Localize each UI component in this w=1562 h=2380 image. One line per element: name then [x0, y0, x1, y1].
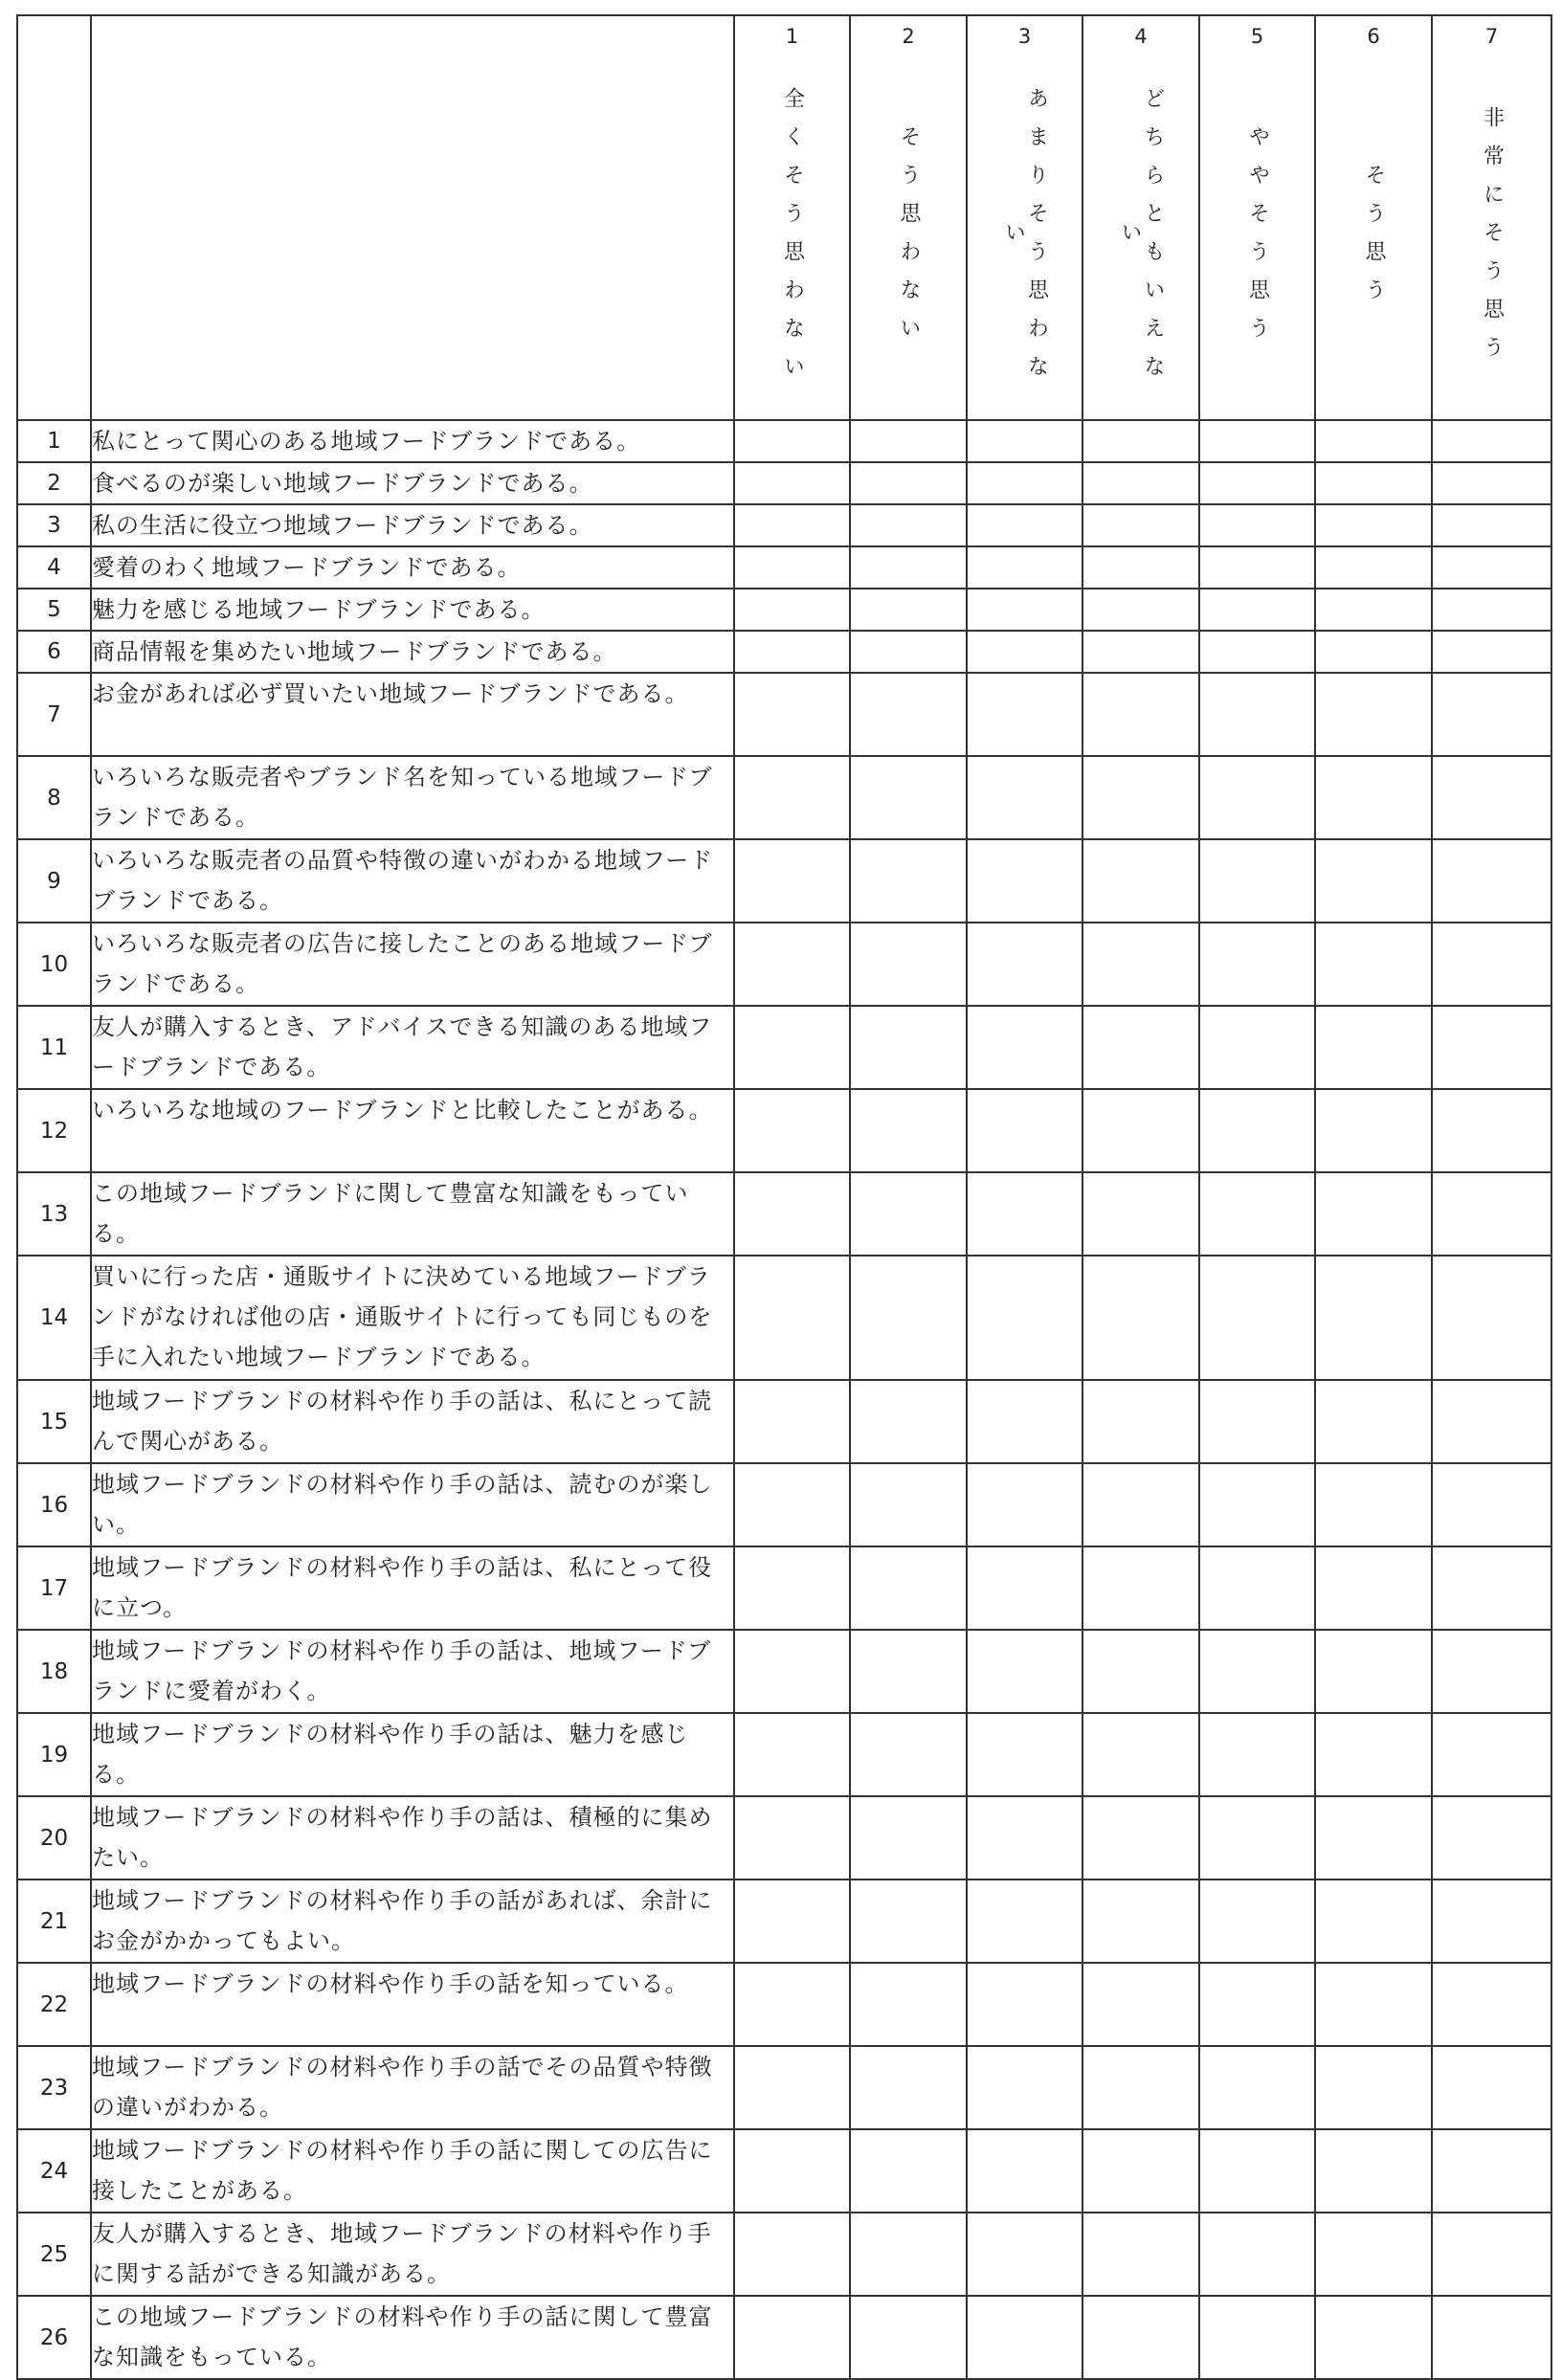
response-cell-7[interactable]	[1432, 589, 1551, 631]
response-cell-4[interactable]	[1082, 2296, 1199, 2379]
response-cell-1[interactable]	[734, 589, 850, 631]
item-statement: 私にとって関心のある地域フードブランドである。	[91, 420, 734, 462]
response-cell-7[interactable]	[1432, 2046, 1551, 2129]
response-cell-2[interactable]	[850, 1796, 967, 1880]
table-row	[17, 1546, 1551, 1630]
item-number: 2	[17, 462, 91, 504]
response-cell-7[interactable]	[1432, 1089, 1551, 1172]
item-statement: 地域フードブランドの材料や作り手の話があれば、余計にお金がかかってもよい。	[91, 1880, 734, 1963]
scale-number: 6	[1367, 25, 1380, 48]
response-cell-2[interactable]	[850, 2129, 967, 2213]
response-cell-2[interactable]	[850, 756, 967, 839]
item-number: 25	[17, 2213, 91, 2296]
response-cell-7[interactable]	[1432, 1796, 1551, 1880]
response-cell-7[interactable]	[1432, 1006, 1551, 1089]
item-number: 24	[17, 2129, 91, 2213]
response-cell-1[interactable]	[734, 1880, 850, 1963]
item-statement: お金があれば必ず買いたい地域フードブランドである。	[91, 673, 734, 756]
response-cell-1[interactable]	[734, 1796, 850, 1880]
response-cell-7[interactable]	[1432, 1630, 1551, 1713]
response-cell-6[interactable]	[1315, 1380, 1432, 1463]
item-statement: 地域フードブランドの材料や作り手の話は、私にとって役に立つ。	[91, 1546, 734, 1630]
response-cell-5[interactable]	[1199, 420, 1315, 462]
response-cell-3[interactable]	[967, 2046, 1082, 2129]
response-cell-6[interactable]	[1315, 420, 1432, 462]
response-cell-2[interactable]	[850, 504, 967, 546]
item-statement: 地域フードブランドの材料や作り手の話は、私にとって読んで関心がある。	[91, 1380, 734, 1463]
item-statement: いろいろな販売者の広告に接したことのある地域フードブランドである。	[91, 923, 734, 1006]
response-cell-4[interactable]	[1082, 1796, 1199, 1880]
response-cell-4[interactable]	[1082, 1463, 1199, 1546]
response-cell-6[interactable]	[1315, 631, 1432, 673]
response-cell-1[interactable]	[734, 2046, 850, 2129]
response-cell-6[interactable]	[1315, 1006, 1432, 1089]
item-statement: 商品情報を集めたい地域フードブランドである。	[91, 631, 734, 673]
response-cell-6[interactable]	[1315, 2129, 1432, 2213]
scale-header-4	[1082, 15, 1199, 420]
scale-number: 5	[1250, 25, 1264, 48]
response-cell-4[interactable]	[1082, 1713, 1199, 1796]
item-statement: 買いに行った店・通販サイトに決めている地域フードブランドがなければ他の店・通販サイトに行っても同じものを手に入れたい地域フードブランドである。	[91, 1256, 734, 1380]
response-cell-1[interactable]	[734, 504, 850, 546]
response-cell-3[interactable]	[967, 1256, 1082, 1380]
item-number: 21	[17, 1880, 91, 1963]
scale-header-3	[967, 15, 1082, 420]
response-cell-3[interactable]	[967, 923, 1082, 1006]
response-cell-4[interactable]	[1082, 1630, 1199, 1713]
response-cell-2[interactable]	[850, 2296, 967, 2379]
response-cell-5[interactable]	[1199, 1006, 1315, 1089]
response-cell-3[interactable]	[967, 1713, 1082, 1796]
response-cell-4[interactable]	[1082, 1880, 1199, 1963]
response-cell-2[interactable]	[850, 1256, 967, 1380]
item-statement: 地域フードブランドの材料や作り手の話は、魅力を感じる。	[91, 1713, 734, 1796]
response-cell-1[interactable]	[734, 1713, 850, 1796]
response-cell-4[interactable]	[1082, 1380, 1199, 1463]
table-row	[17, 923, 1551, 1006]
response-cell-4[interactable]	[1082, 923, 1199, 1006]
table-row	[17, 1713, 1551, 1796]
response-cell-4[interactable]	[1082, 589, 1199, 631]
scale-label: 非常にそう思う	[1480, 106, 1505, 374]
response-cell-1[interactable]	[734, 1630, 850, 1713]
response-cell-5[interactable]	[1199, 2213, 1315, 2296]
response-cell-3[interactable]	[967, 2296, 1082, 2379]
response-cell-3[interactable]	[967, 631, 1082, 673]
item-number: 20	[17, 1796, 91, 1880]
scale-header-1	[734, 15, 850, 420]
table-row	[17, 631, 1551, 673]
response-cell-7[interactable]	[1432, 923, 1551, 1006]
response-cell-6[interactable]	[1315, 1963, 1432, 2046]
item-statement: 地域フードブランドの材料や作り手の話は、地域フードブランドに愛着がわく。	[91, 1630, 734, 1713]
table-row	[17, 1172, 1551, 1256]
response-cell-2[interactable]	[850, 839, 967, 923]
item-number: 26	[17, 2296, 91, 2379]
table-row	[17, 420, 1551, 462]
response-cell-6[interactable]	[1315, 1256, 1432, 1380]
table-row	[17, 1963, 1551, 2046]
response-cell-4[interactable]	[1082, 2129, 1199, 2213]
response-cell-7[interactable]	[1432, 1380, 1551, 1463]
response-cell-6[interactable]	[1315, 673, 1432, 756]
response-cell-7[interactable]	[1432, 1463, 1551, 1546]
response-cell-6[interactable]	[1315, 546, 1432, 589]
response-cell-5[interactable]	[1199, 2046, 1315, 2129]
table-body	[17, 420, 1551, 2379]
item-statement: 魅力を感じる地域フードブランドである。	[91, 589, 734, 631]
item-number: 18	[17, 1630, 91, 1713]
scale-label: 全くそう思わない	[780, 87, 805, 393]
response-cell-2[interactable]	[850, 2046, 967, 2129]
response-cell-4[interactable]	[1082, 504, 1199, 546]
item-statement: いろいろな販売者やブランド名を知っている地域フードブランドである。	[91, 756, 734, 839]
response-cell-4[interactable]	[1082, 2046, 1199, 2129]
survey-table	[16, 14, 1552, 2380]
item-number: 3	[17, 504, 91, 546]
table-row	[17, 1463, 1551, 1546]
scale-number: 1	[785, 25, 799, 48]
response-cell-7[interactable]	[1432, 673, 1551, 756]
response-cell-3[interactable]	[967, 1380, 1082, 1463]
table-row	[17, 462, 1551, 504]
response-cell-6[interactable]	[1315, 2213, 1432, 2296]
item-number: 19	[17, 1713, 91, 1796]
item-number: 7	[17, 673, 91, 756]
response-cell-2[interactable]	[850, 1546, 967, 1630]
scale-header-6	[1315, 15, 1432, 420]
response-cell-6[interactable]	[1315, 1713, 1432, 1796]
response-cell-6[interactable]	[1315, 1172, 1432, 1256]
table-row	[17, 673, 1551, 756]
response-cell-2[interactable]	[850, 462, 967, 504]
header-statement-cell	[91, 15, 734, 420]
scale-number: 3	[1017, 25, 1032, 48]
response-cell-1[interactable]	[734, 2296, 850, 2379]
item-number: 12	[17, 1089, 91, 1172]
response-cell-7[interactable]	[1432, 1172, 1551, 1256]
item-statement: 私の生活に役立つ地域フードブランドである。	[91, 504, 734, 546]
response-cell-3[interactable]	[967, 1172, 1082, 1256]
response-cell-6[interactable]	[1315, 1630, 1432, 1713]
table-row	[17, 756, 1551, 839]
response-cell-5[interactable]	[1199, 2129, 1315, 2213]
response-cell-1[interactable]	[734, 1380, 850, 1463]
item-number: 23	[17, 2046, 91, 2129]
response-cell-4[interactable]	[1082, 1546, 1199, 1630]
item-statement: 地域フードブランドの材料や作り手の話でその品質や特徴の違いがわかる。	[91, 2046, 734, 2129]
response-cell-2[interactable]	[850, 673, 967, 756]
response-cell-2[interactable]	[850, 923, 967, 1006]
response-cell-3[interactable]	[967, 1630, 1082, 1713]
table-row	[17, 504, 1551, 546]
response-cell-5[interactable]	[1199, 589, 1315, 631]
response-cell-2[interactable]	[850, 1463, 967, 1546]
item-number: 6	[17, 631, 91, 673]
item-number: 11	[17, 1006, 91, 1089]
scale-label: どちらともいえない	[1118, 87, 1165, 393]
response-cell-3[interactable]	[967, 2213, 1082, 2296]
response-cell-2[interactable]	[850, 1172, 967, 1256]
response-cell-7[interactable]	[1432, 546, 1551, 589]
response-cell-3[interactable]	[967, 756, 1082, 839]
scale-header-7	[1432, 15, 1551, 420]
response-cell-1[interactable]	[734, 923, 850, 1006]
response-cell-7[interactable]	[1432, 631, 1551, 673]
item-statement: 友人が購入するとき、アドバイスできる知識のある地域フードブランドである。	[91, 1006, 734, 1089]
header-number-cell	[17, 15, 91, 420]
table-row	[17, 1380, 1551, 1463]
item-statement: 地域フードブランドの材料や作り手の話は、積極的に集めたい。	[91, 1796, 734, 1880]
table-row	[17, 839, 1551, 923]
response-cell-1[interactable]	[734, 1172, 850, 1256]
scale-number: 7	[1484, 25, 1499, 48]
item-statement: 地域フードブランドの材料や作り手の話に関しての広告に接したことがある。	[91, 2129, 734, 2213]
response-cell-1[interactable]	[734, 462, 850, 504]
response-cell-3[interactable]	[967, 2129, 1082, 2213]
response-cell-5[interactable]	[1199, 1630, 1315, 1713]
response-cell-4[interactable]	[1082, 756, 1199, 839]
response-cell-5[interactable]	[1199, 1963, 1315, 2046]
item-number: 17	[17, 1546, 91, 1630]
response-cell-4[interactable]	[1082, 1172, 1199, 1256]
response-cell-2[interactable]	[850, 631, 967, 673]
scale-label: そう思う	[1362, 164, 1386, 317]
scale-label: ややそう思う	[1245, 125, 1270, 355]
response-cell-3[interactable]	[967, 1006, 1082, 1089]
response-cell-2[interactable]	[850, 1630, 967, 1713]
table-row	[17, 2213, 1551, 2296]
response-cell-3[interactable]	[967, 673, 1082, 756]
response-cell-5[interactable]	[1199, 673, 1315, 756]
table-row	[17, 1256, 1551, 1380]
response-cell-4[interactable]	[1082, 631, 1199, 673]
response-cell-6[interactable]	[1315, 1463, 1432, 1546]
response-cell-6[interactable]	[1315, 1546, 1432, 1630]
response-cell-7[interactable]	[1432, 839, 1551, 923]
response-cell-5[interactable]	[1199, 1380, 1315, 1463]
response-cell-6[interactable]	[1315, 923, 1432, 1006]
response-cell-3[interactable]	[967, 1880, 1082, 1963]
response-cell-4[interactable]	[1082, 462, 1199, 504]
response-cell-6[interactable]	[1315, 504, 1432, 546]
response-cell-1[interactable]	[734, 420, 850, 462]
response-cell-5[interactable]	[1199, 2296, 1315, 2379]
response-cell-1[interactable]	[734, 839, 850, 923]
response-cell-1[interactable]	[734, 1089, 850, 1172]
item-statement: 地域フードブランドの材料や作り手の話を知っている。	[91, 1963, 734, 2046]
response-cell-1[interactable]	[734, 2213, 850, 2296]
response-cell-5[interactable]	[1199, 462, 1315, 504]
scale-label: そう思わない	[897, 125, 921, 355]
response-cell-3[interactable]	[967, 1796, 1082, 1880]
response-cell-3[interactable]	[967, 546, 1082, 589]
item-statement: 食べるのが楽しい地域フードブランドである。	[91, 462, 734, 504]
item-number: 10	[17, 923, 91, 1006]
response-cell-5[interactable]	[1199, 1546, 1315, 1630]
item-statement: 愛着のわく地域フードブランドである。	[91, 546, 734, 589]
table-header	[17, 15, 1551, 420]
response-cell-7[interactable]	[1432, 2213, 1551, 2296]
item-number: 14	[17, 1256, 91, 1380]
response-cell-3[interactable]	[967, 1546, 1082, 1630]
table-row	[17, 2129, 1551, 2213]
response-cell-6[interactable]	[1315, 462, 1432, 504]
item-number: 15	[17, 1380, 91, 1463]
response-cell-1[interactable]	[734, 673, 850, 756]
response-cell-7[interactable]	[1432, 1963, 1551, 2046]
response-cell-1[interactable]	[734, 1963, 850, 2046]
response-cell-4[interactable]	[1082, 2213, 1199, 2296]
response-cell-6[interactable]	[1315, 756, 1432, 839]
response-cell-7[interactable]	[1432, 1880, 1551, 1963]
response-cell-4[interactable]	[1082, 1963, 1199, 2046]
item-number: 22	[17, 1963, 91, 2046]
table-row	[17, 589, 1551, 631]
response-cell-5[interactable]	[1199, 1713, 1315, 1796]
response-cell-1[interactable]	[734, 546, 850, 589]
response-cell-3[interactable]	[967, 1463, 1082, 1546]
response-cell-2[interactable]	[850, 546, 967, 589]
response-cell-7[interactable]	[1432, 420, 1551, 462]
response-cell-6[interactable]	[1315, 1796, 1432, 1880]
table-row	[17, 546, 1551, 589]
response-cell-7[interactable]	[1432, 462, 1551, 504]
response-cell-3[interactable]	[967, 420, 1082, 462]
scale-header-2	[850, 15, 967, 420]
response-cell-2[interactable]	[850, 1713, 967, 1796]
response-cell-6[interactable]	[1315, 1880, 1432, 1963]
response-cell-6[interactable]	[1315, 839, 1432, 923]
response-cell-3[interactable]	[967, 1089, 1082, 1172]
table-row	[17, 2046, 1551, 2129]
response-cell-5[interactable]	[1199, 504, 1315, 546]
item-statement: この地域フードブランドの材料や作り手の話に関して豊富な知識をもっている。	[91, 2296, 734, 2379]
item-statement: この地域フードブランドに関して豊富な知識をもっている。	[91, 1172, 734, 1256]
response-cell-4[interactable]	[1082, 420, 1199, 462]
response-cell-1[interactable]	[734, 756, 850, 839]
response-cell-1[interactable]	[734, 2129, 850, 2213]
response-cell-5[interactable]	[1199, 1256, 1315, 1380]
response-cell-2[interactable]	[850, 589, 967, 631]
table-row	[17, 1630, 1551, 1713]
response-cell-3[interactable]	[967, 504, 1082, 546]
item-statement: いろいろな地域のフードブランドと比較したことがある。	[91, 1089, 734, 1172]
item-statement: 友人が購入するとき、地域フードブランドの材料や作り手に関する話ができる知識がある。	[91, 2213, 734, 2296]
response-cell-1[interactable]	[734, 1463, 850, 1546]
response-cell-7[interactable]	[1432, 1256, 1551, 1380]
response-cell-2[interactable]	[850, 2213, 967, 2296]
table-row	[17, 1796, 1551, 1880]
response-cell-5[interactable]	[1199, 756, 1315, 839]
scale-number: 4	[1134, 25, 1148, 48]
item-number: 1	[17, 420, 91, 462]
response-cell-5[interactable]	[1199, 546, 1315, 589]
item-statement: いろいろな販売者の品質や特徴の違いがわかる地域フードブランドである。	[91, 839, 734, 923]
item-number: 8	[17, 756, 91, 839]
response-cell-4[interactable]	[1082, 546, 1199, 589]
response-cell-3[interactable]	[967, 839, 1082, 923]
response-cell-5[interactable]	[1199, 1089, 1315, 1172]
response-cell-5[interactable]	[1199, 1172, 1315, 1256]
response-cell-1[interactable]	[734, 1546, 850, 1630]
response-cell-4[interactable]	[1082, 1089, 1199, 1172]
table-row	[17, 2296, 1551, 2379]
table-row	[17, 1006, 1551, 1089]
scale-number: 2	[902, 25, 915, 48]
response-cell-2[interactable]	[850, 1089, 967, 1172]
table-row	[17, 1880, 1551, 1963]
item-number: 4	[17, 546, 91, 589]
response-cell-7[interactable]	[1432, 1546, 1551, 1630]
response-cell-7[interactable]	[1432, 2129, 1551, 2213]
response-cell-4[interactable]	[1082, 839, 1199, 923]
response-cell-3[interactable]	[967, 462, 1082, 504]
response-cell-7[interactable]	[1432, 1713, 1551, 1796]
response-cell-5[interactable]	[1199, 1796, 1315, 1880]
response-cell-4[interactable]	[1082, 673, 1199, 756]
response-cell-2[interactable]	[850, 1380, 967, 1463]
response-cell-2[interactable]	[850, 1880, 967, 1963]
item-number: 13	[17, 1172, 91, 1256]
response-cell-4[interactable]	[1082, 1006, 1199, 1089]
response-cell-4[interactable]	[1082, 1256, 1199, 1380]
response-cell-1[interactable]	[734, 1006, 850, 1089]
item-number: 9	[17, 839, 91, 923]
table-row	[17, 1089, 1551, 1172]
scale-label: あまりそう思わない	[1001, 87, 1049, 393]
item-number: 16	[17, 1463, 91, 1546]
response-cell-5[interactable]	[1199, 631, 1315, 673]
response-cell-5[interactable]	[1199, 923, 1315, 1006]
item-number: 5	[17, 589, 91, 631]
response-cell-2[interactable]	[850, 1006, 967, 1089]
response-cell-6[interactable]	[1315, 2046, 1432, 2129]
response-cell-7[interactable]	[1432, 504, 1551, 546]
response-cell-2[interactable]	[850, 1963, 967, 2046]
response-cell-5[interactable]	[1199, 1463, 1315, 1546]
response-cell-3[interactable]	[967, 1963, 1082, 2046]
response-cell-1[interactable]	[734, 1256, 850, 1380]
response-cell-6[interactable]	[1315, 2296, 1432, 2379]
response-cell-7[interactable]	[1432, 756, 1551, 839]
scale-header-5	[1199, 15, 1315, 420]
response-cell-6[interactable]	[1315, 1089, 1432, 1172]
response-cell-5[interactable]	[1199, 839, 1315, 923]
response-cell-5[interactable]	[1199, 1880, 1315, 1963]
response-cell-1[interactable]	[734, 631, 850, 673]
response-cell-3[interactable]	[967, 589, 1082, 631]
response-cell-2[interactable]	[850, 420, 967, 462]
response-cell-7[interactable]	[1432, 2296, 1551, 2379]
response-cell-6[interactable]	[1315, 589, 1432, 631]
item-statement: 地域フードブランドの材料や作り手の話は、読むのが楽しい。	[91, 1463, 734, 1546]
